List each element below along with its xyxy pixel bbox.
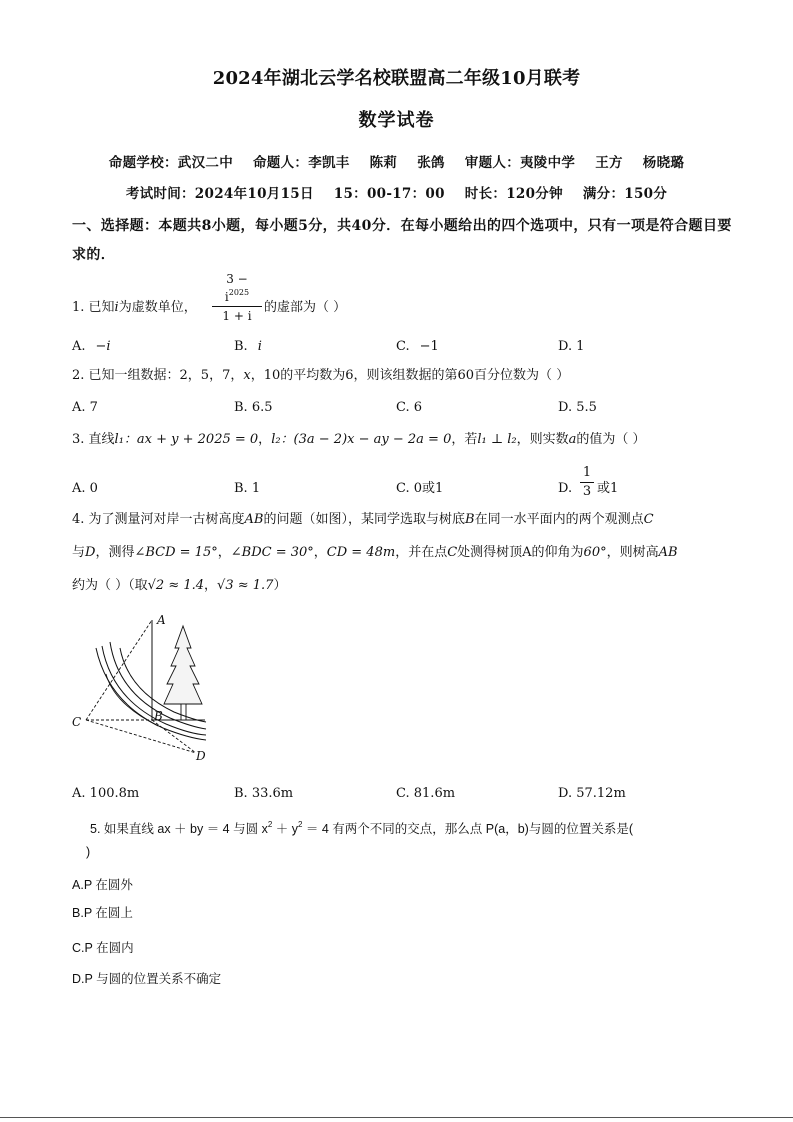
question-4-line-2: 与D，测得∠BCD = 15°，∠BDC = 30°，CD = 48m，并在点C处测得树顶A的仰角为60°，则树高AB bbox=[72, 545, 678, 560]
q1-mid: 为虚数单位， bbox=[118, 300, 197, 315]
q1-suffix: 的虚部为（ ） bbox=[264, 300, 347, 315]
q1-var-i: i bbox=[114, 300, 119, 315]
question-4-line-3: 约为（ ）（取√2 ≈ 1.4，√3 ≈ 1.7） bbox=[72, 578, 287, 593]
river-bank-5 bbox=[106, 674, 158, 726]
q1-option-d: D. 1 bbox=[558, 339, 585, 354]
q4-option-d: D. 57.12m bbox=[558, 786, 626, 801]
q4-option-c: C. 81.6m bbox=[396, 786, 456, 801]
question-5-line-1: 5. 如果直线 ax ＋ by ＝ 4 与圆 $x^2 + y^2 = 4$ 有两个不同的交点，那么点 P(a，b)与圆的位置关系是( bbox=[90, 820, 634, 836]
page-bottom-rule bbox=[0, 1117, 793, 1118]
question-3: 3. 直线l₁：ax + y + 2025 = 0，l₂：(3a − 2)x − ay − 2a = 0，若l₁ ⊥ l₂，则实数a的值为（ ） bbox=[72, 432, 646, 447]
q1-fraction bbox=[212, 272, 262, 323]
q3-line2-eq: l₂：(3a − 2)x − ay − 2a = 0 bbox=[271, 432, 452, 447]
q2-option-d: D. 5.5 bbox=[558, 400, 597, 415]
label-b: B bbox=[154, 709, 163, 723]
question-2: 2. 已知一组数据：2，5，7，x，10的平均数为6，则该组数据的第60百分位数为（ ） bbox=[72, 368, 570, 383]
q3-option-a: A. 0 bbox=[72, 481, 98, 496]
q3-line1-eq: l₁：ax + y + 2025 = 0 bbox=[114, 432, 259, 447]
question-4-line-1: 4. 为了测量河对岸一古树高度AB的问题（如图），某同学选取与树底B在同一水平面内的两个观测点C bbox=[72, 512, 654, 527]
authors-line: 命题学校：武汉二中 命题人：李凯丰 陈莉 张鸽 审题人：夷陵中学 王方 杨晓璐 bbox=[108, 155, 685, 171]
sight-line-cd bbox=[86, 720, 196, 753]
exam-time-line: 考试时间：2024年10月15日 15：00-17：00 时长：120分钟 满分：150分 bbox=[125, 186, 668, 202]
tree-icon bbox=[164, 626, 202, 720]
q1-frac-num: $3 - i^{2025}$ bbox=[212, 272, 262, 307]
q3-option-d-fraction: $\frac{1}{3}$ bbox=[580, 466, 594, 499]
q5-option-a: A.P 在圆外 bbox=[72, 878, 133, 892]
q2-var-x: x bbox=[243, 368, 251, 383]
label-c: C bbox=[72, 715, 82, 729]
q1-frac-exp: 2025 bbox=[228, 288, 250, 297]
exam-subtitle: 数学试卷 bbox=[358, 110, 435, 131]
q4-option-b: B. 33.6m bbox=[234, 786, 294, 801]
q3-option-b: B. 1 bbox=[234, 481, 261, 496]
q2-option-a: A. 7 bbox=[72, 400, 98, 415]
section-heading: 一、选择题：本题共8小题，每小题5分，共40分．在每小题给出的四个选项中，只有一项是符合题目要求的． bbox=[72, 218, 732, 263]
q2-option-b: B. 6.5 bbox=[234, 400, 273, 415]
label-d: D bbox=[196, 749, 206, 763]
label-a: A bbox=[157, 613, 166, 627]
question-1 bbox=[72, 298, 197, 318]
q3-option-d: D. bbox=[558, 481, 573, 496]
q3-perp: l₁ ⊥ l₂ bbox=[477, 432, 517, 447]
q1-option-c: C. −1 bbox=[396, 339, 439, 354]
q4-option-a: A. 100.8m bbox=[72, 786, 140, 801]
sight-line-ca bbox=[86, 620, 152, 720]
q1-option-a: A. −i bbox=[72, 339, 111, 354]
q3-option-c: C. 0或1 bbox=[396, 481, 444, 496]
q5-option-b: B.P 在圆上 bbox=[72, 906, 133, 920]
q1-prefix: 1. 已知 bbox=[72, 300, 115, 315]
q1-frac-den: 1 + i bbox=[222, 309, 252, 323]
q1-option-b: B. i bbox=[234, 339, 262, 354]
q2-option-c: C. 6 bbox=[396, 400, 423, 415]
q3-option-d-text: 或1 bbox=[597, 481, 619, 496]
q5-option-c: C.P 在圆内 bbox=[72, 941, 134, 955]
exam-title: 2024年湖北云学名校联盟高二年级10月联考 bbox=[212, 68, 581, 89]
question-5-line-2: ) bbox=[86, 845, 91, 859]
q4-figure bbox=[68, 608, 218, 768]
q5-option-d: D.P 与圆的位置关系不确定 bbox=[72, 972, 222, 986]
